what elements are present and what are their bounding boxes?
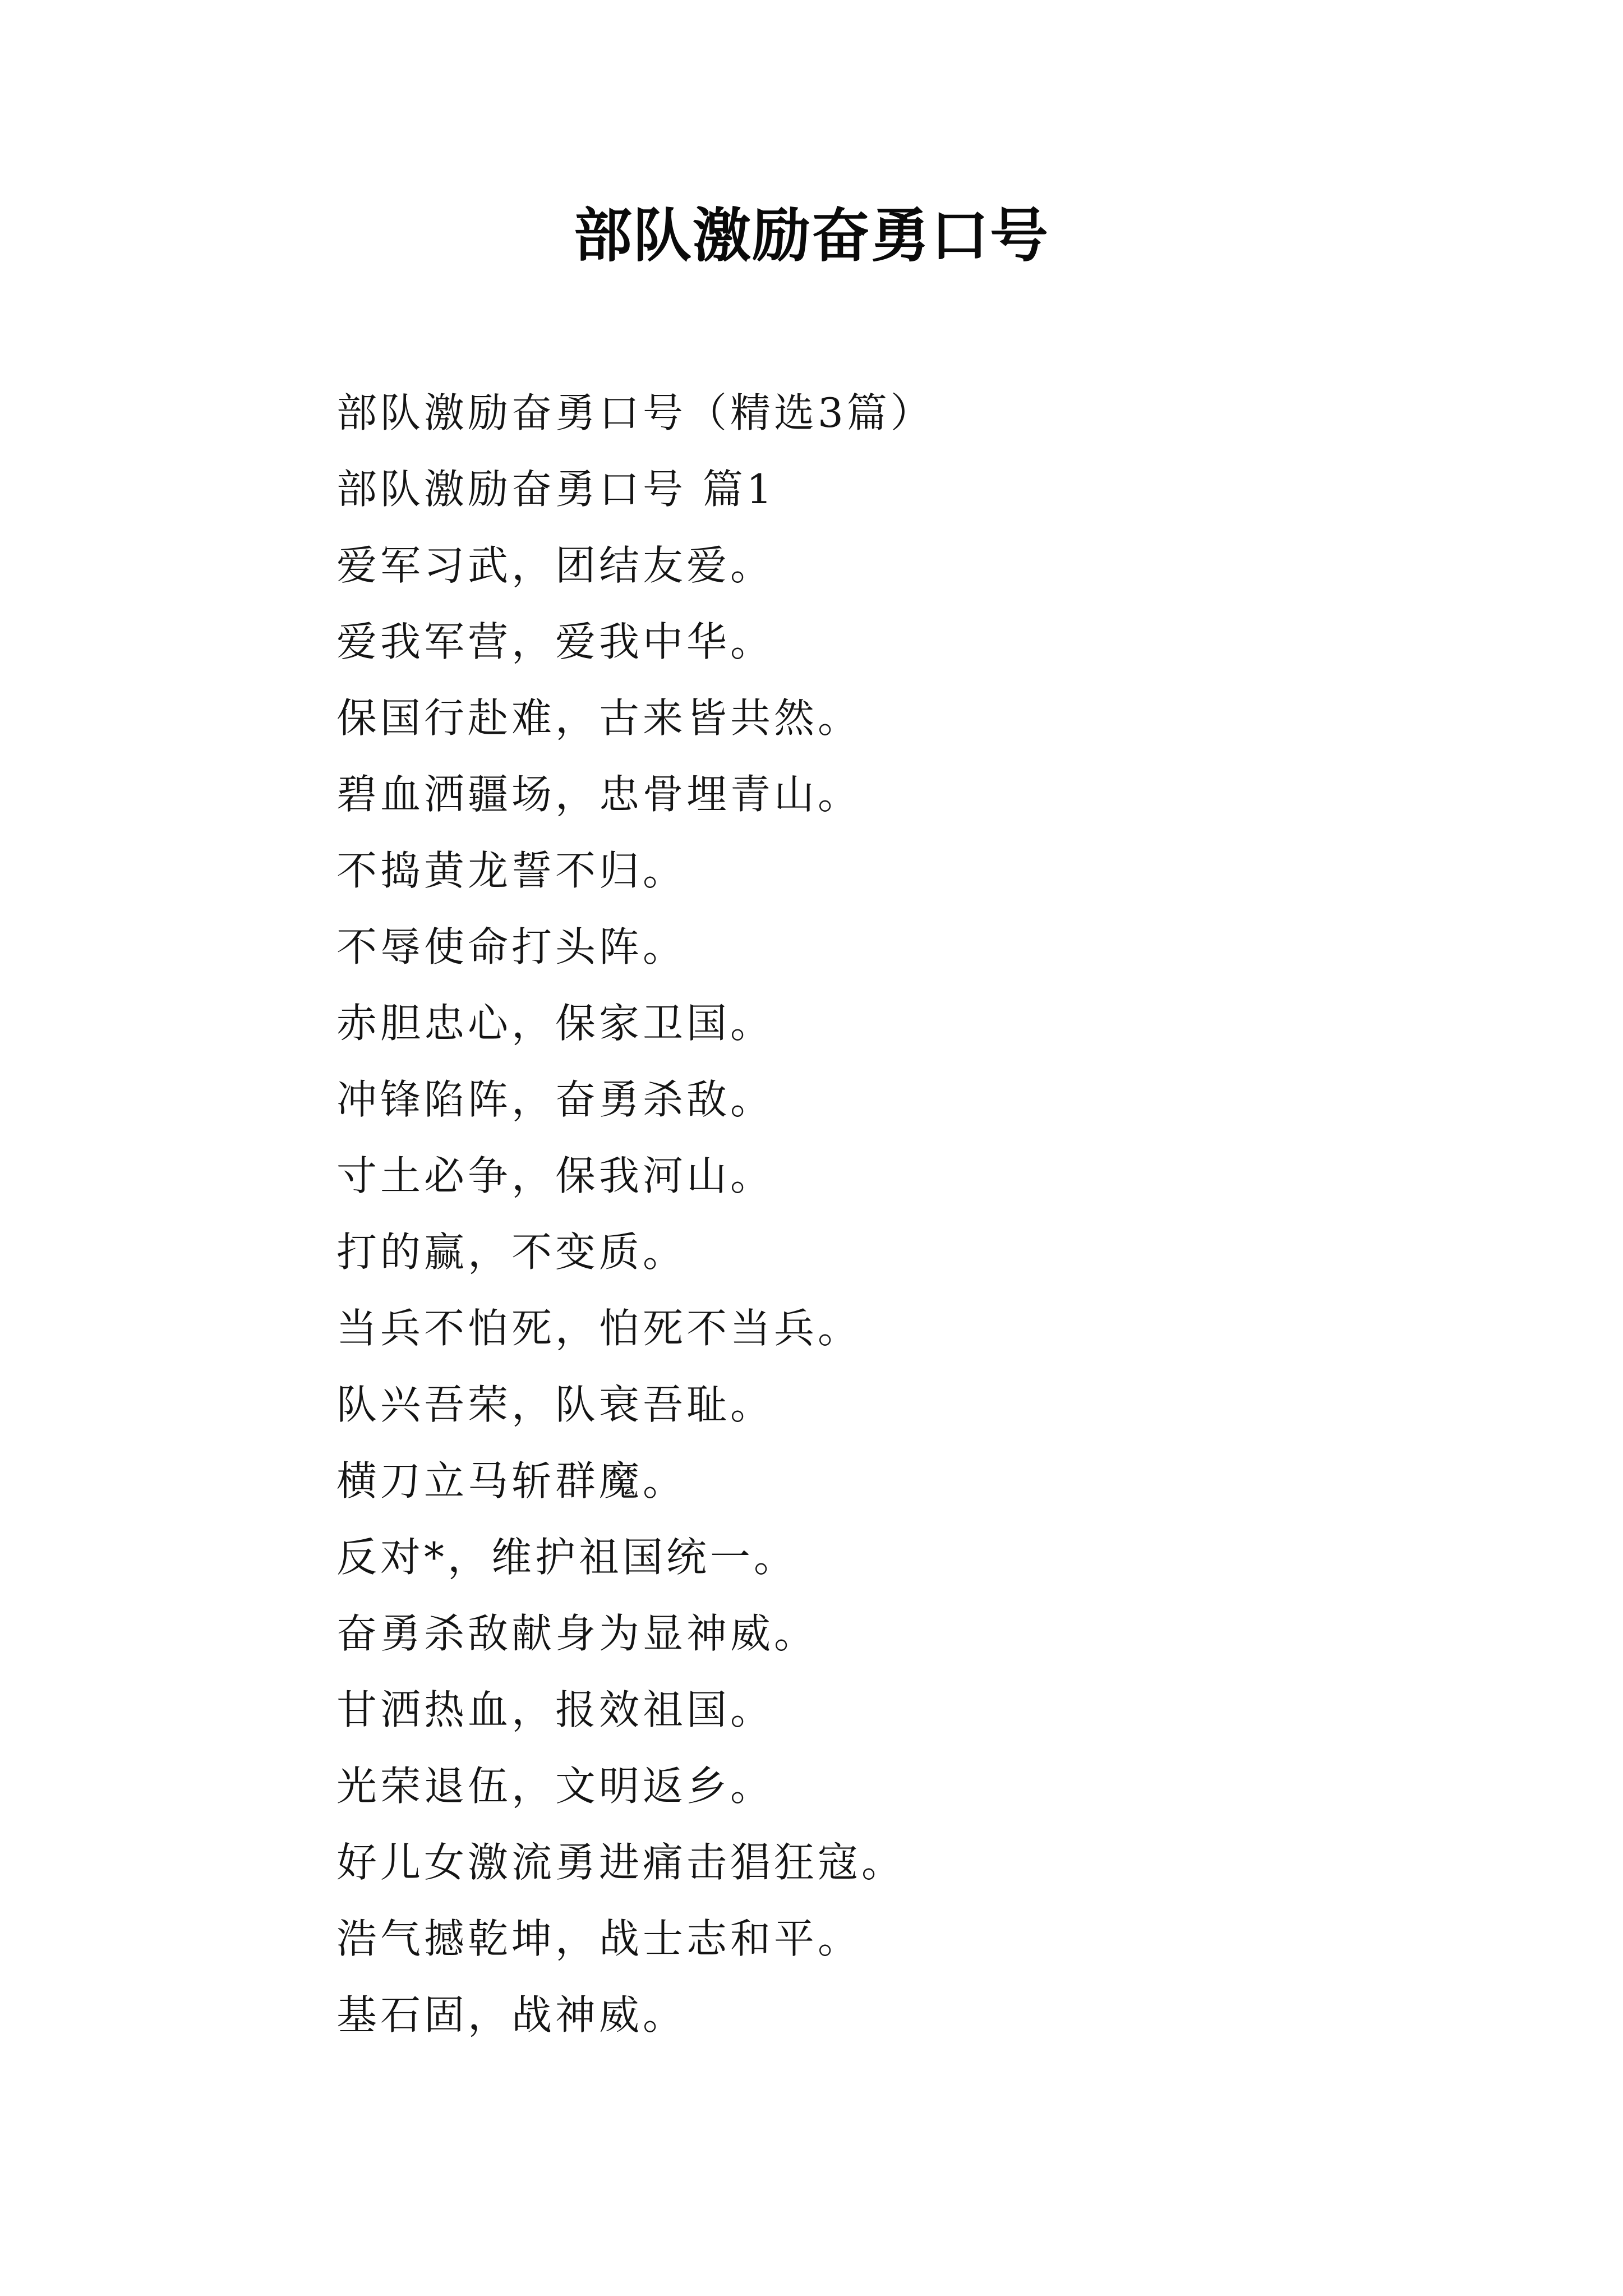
text-line: 横刀立马斩群魔。 <box>336 1457 687 1504</box>
document-title: 部队激励奋勇口号 <box>573 201 1049 270</box>
text-line: 当兵不怕死，怕死不当兵。 <box>336 1305 862 1352</box>
text-line: 爱我军营，爱我中华。 <box>336 618 774 665</box>
text-line: 赤胆忠心，保家卫国。 <box>336 1000 774 1047</box>
text-line: 基石固，战神威。 <box>336 1991 687 2039</box>
text-line: 浩气撼乾坤，战士志和平。 <box>336 1915 862 1962</box>
text-line: 冲锋陷阵，奋勇杀敌。 <box>336 1076 774 1123</box>
document-body <box>336 375 1514 2053</box>
text-line: 光荣退伍，文明返乡。 <box>336 1763 774 1810</box>
text-line: 不捣黄龙誓不归。 <box>336 847 687 894</box>
text-line: 反对*，维护祖国统一。 <box>336 1534 798 1581</box>
text-line: 打的赢，不变质。 <box>336 1228 687 1276</box>
text-line: 甘洒热血，报效祖国。 <box>336 1686 774 1733</box>
text-line: 不辱使命打头阵。 <box>336 923 687 970</box>
text-line: 爱军习武，团结友爱。 <box>336 542 774 589</box>
text-line: 部队激励奋勇口号 篇1 <box>336 466 776 513</box>
text-line: 队兴吾荣，队衰吾耻。 <box>336 1381 774 1428</box>
text-line: 碧血洒疆场，忠骨埋青山。 <box>336 771 862 818</box>
text-line: 寸土必争，保我河山。 <box>336 1152 774 1199</box>
text-line: 好儿女激流勇进痛击猖狂寇。 <box>336 1839 906 1886</box>
text-line: 部队激励奋勇口号（精选3篇） <box>336 389 934 436</box>
text-line: 奋勇杀敌献身为显神威。 <box>336 1610 818 1657</box>
text-line: 保国行赴难，古来皆共然。 <box>336 694 862 742</box>
